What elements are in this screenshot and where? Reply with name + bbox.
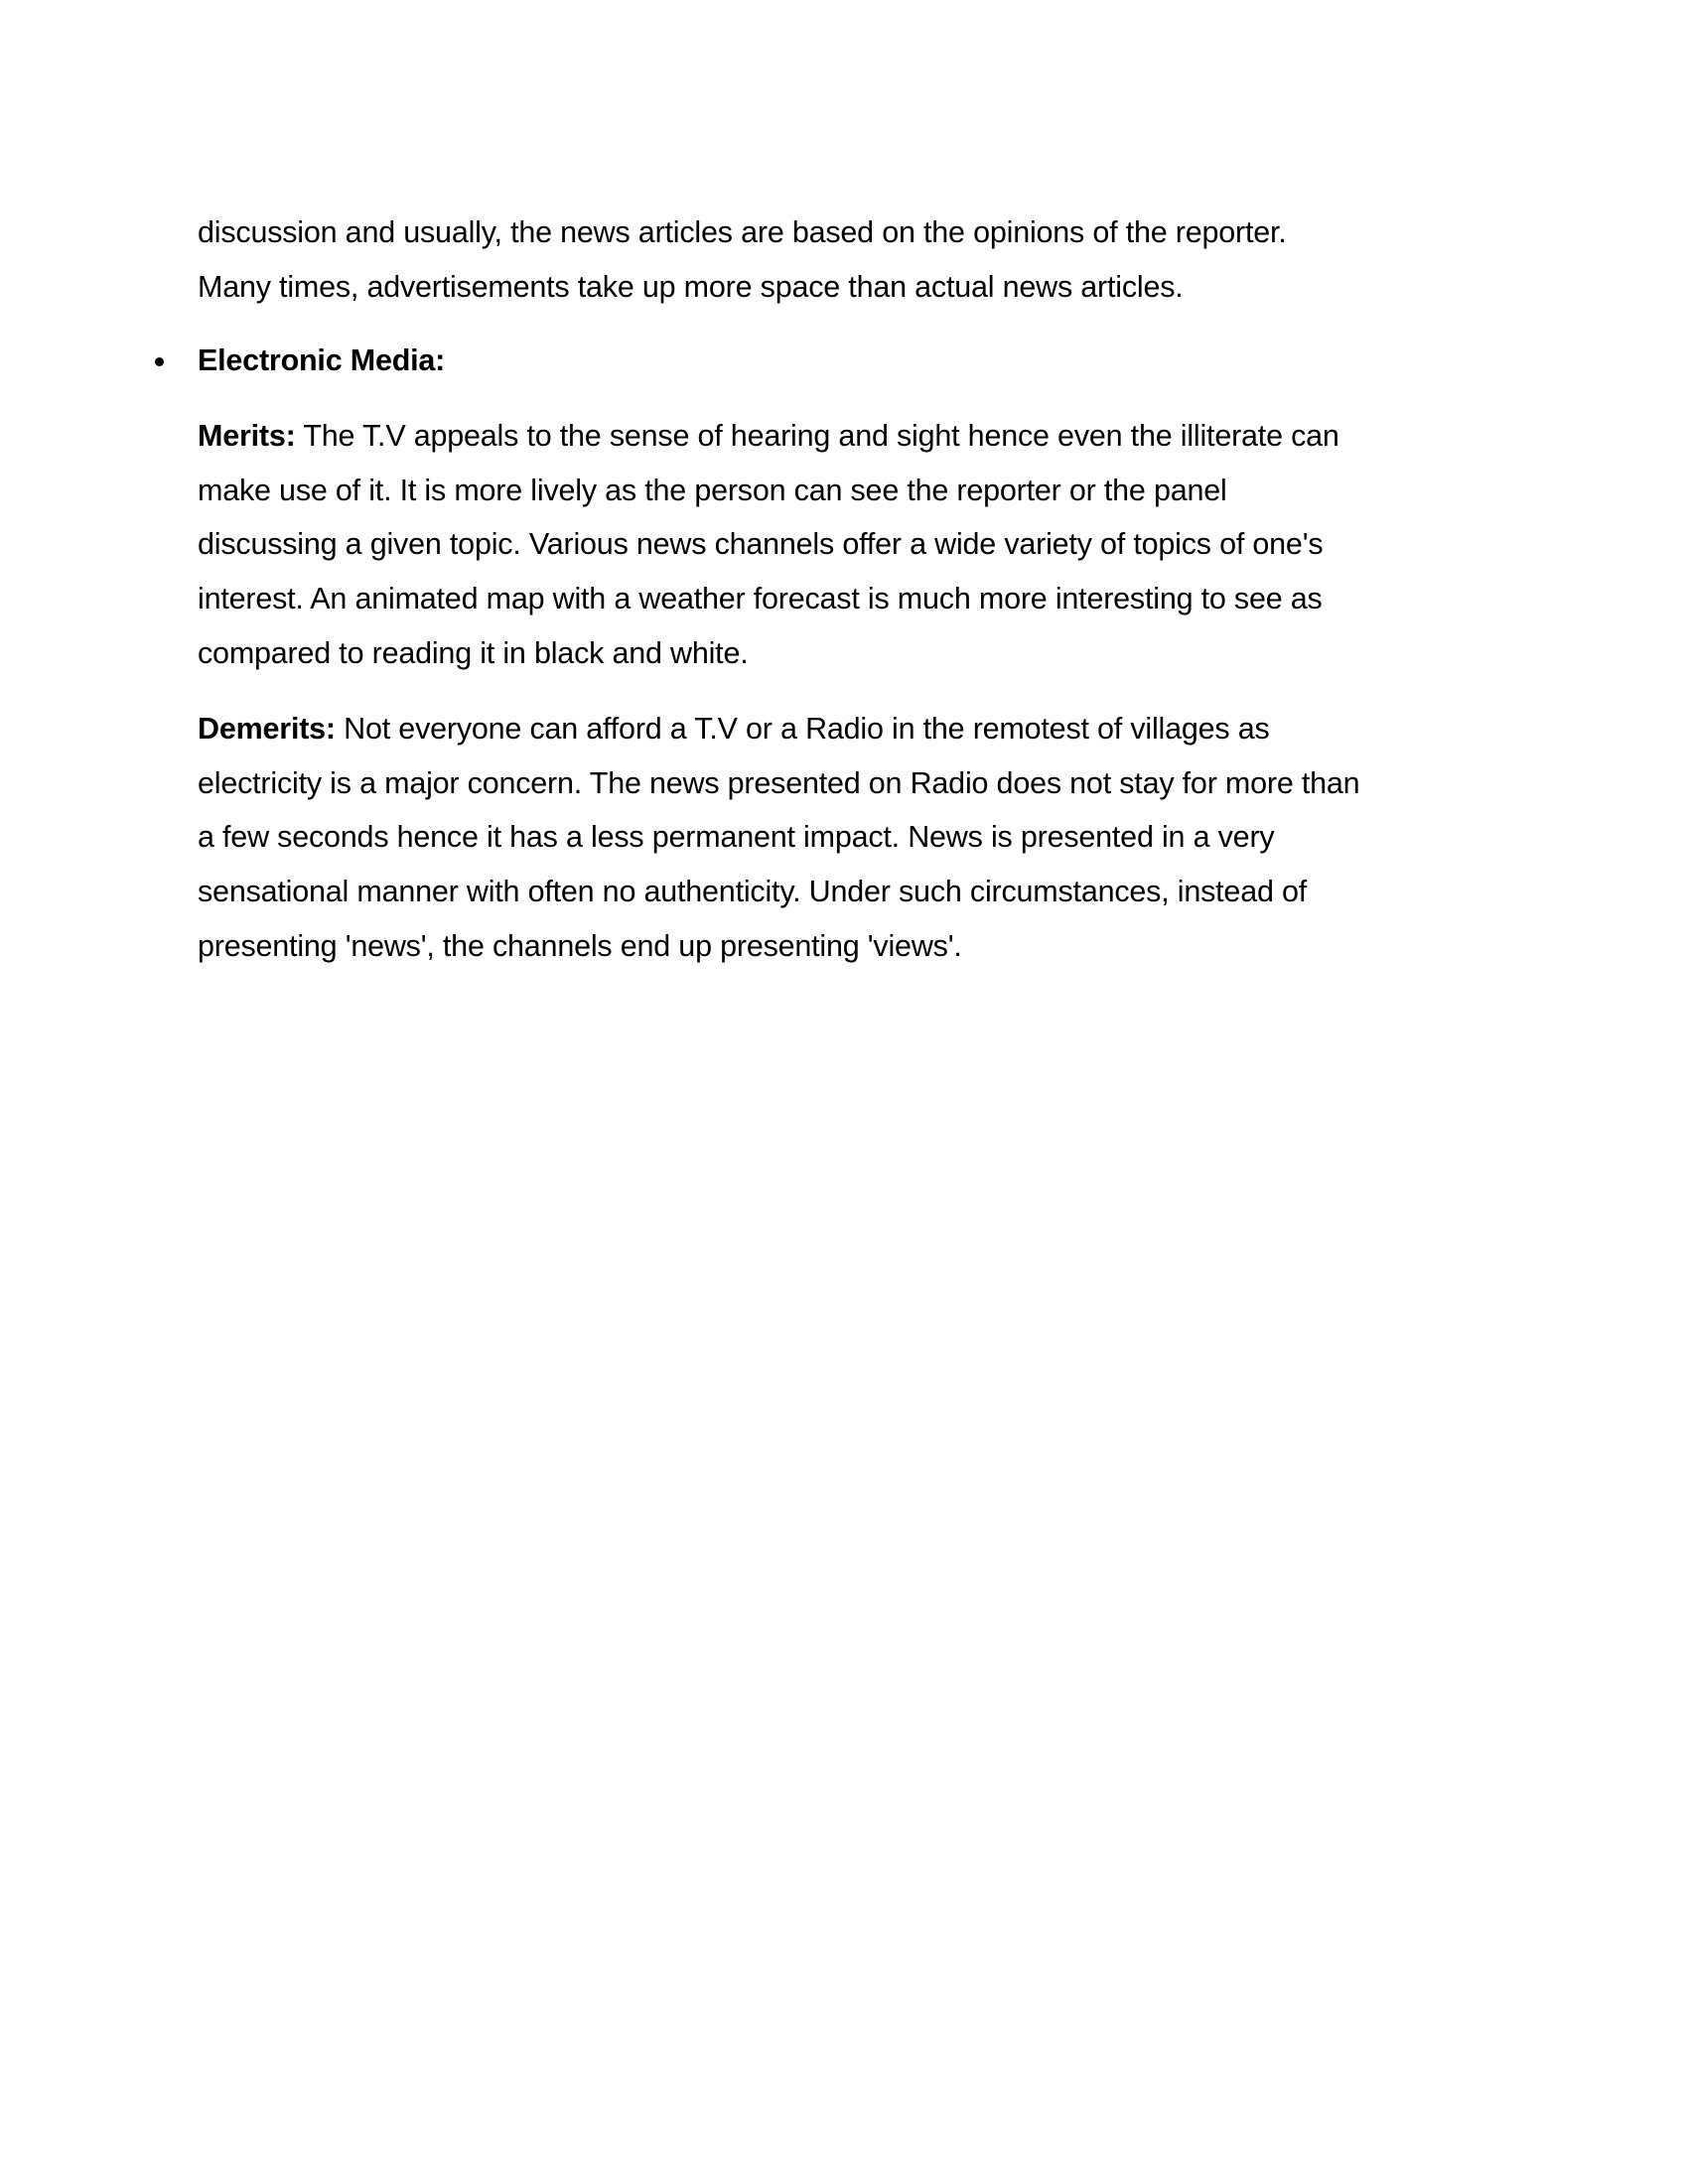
text-line: a few seconds hence it has a less permanent impact. News is presented in a very bbox=[198, 820, 1275, 855]
text-line: presenting 'news', the channels end up presenting 'views'. bbox=[198, 928, 962, 963]
text-line bbox=[198, 409, 1488, 464]
demerits-label: Demerits: bbox=[198, 712, 336, 746]
text-line: compared to reading it in black and white. bbox=[198, 635, 749, 670]
bullet-icon bbox=[149, 334, 179, 388]
merits-paragraph bbox=[198, 409, 1488, 681]
demerits-paragraph bbox=[198, 702, 1488, 974]
text-line: Many times, advertisements take up more space than actual news articles. bbox=[198, 269, 1184, 304]
text-line: discussion and usually, the news articles are based on the opinions of the reporter. bbox=[198, 215, 1287, 249]
text-line: discussing a given topic. Various news channels offer a wide variety of topics of one's bbox=[198, 527, 1324, 562]
text-line: sensational manner with often no authenticity. Under such circumstances, instead of bbox=[198, 875, 1308, 909]
text-run: The T.V appeals to the sense of hearing and sight hence even the illiterate can bbox=[295, 419, 1339, 453]
section-heading: Electronic Media: bbox=[198, 343, 446, 377]
text-run: Not everyone can afford a T.V or a Radio in the remotest of villages as bbox=[335, 712, 1270, 746]
continuation-paragraph bbox=[198, 205, 1488, 314]
text-line bbox=[198, 702, 1488, 756]
text-line: interest. An animated map with a weather forecast is much more interesting to see as bbox=[198, 582, 1323, 616]
text-line: electricity is a major concern. The news presented on Radio does not stay for more than bbox=[198, 765, 1360, 800]
merits-label: Merits: bbox=[198, 419, 296, 453]
text-line: make use of it. It is more lively as the person can see the reporter or the panel bbox=[198, 473, 1227, 507]
